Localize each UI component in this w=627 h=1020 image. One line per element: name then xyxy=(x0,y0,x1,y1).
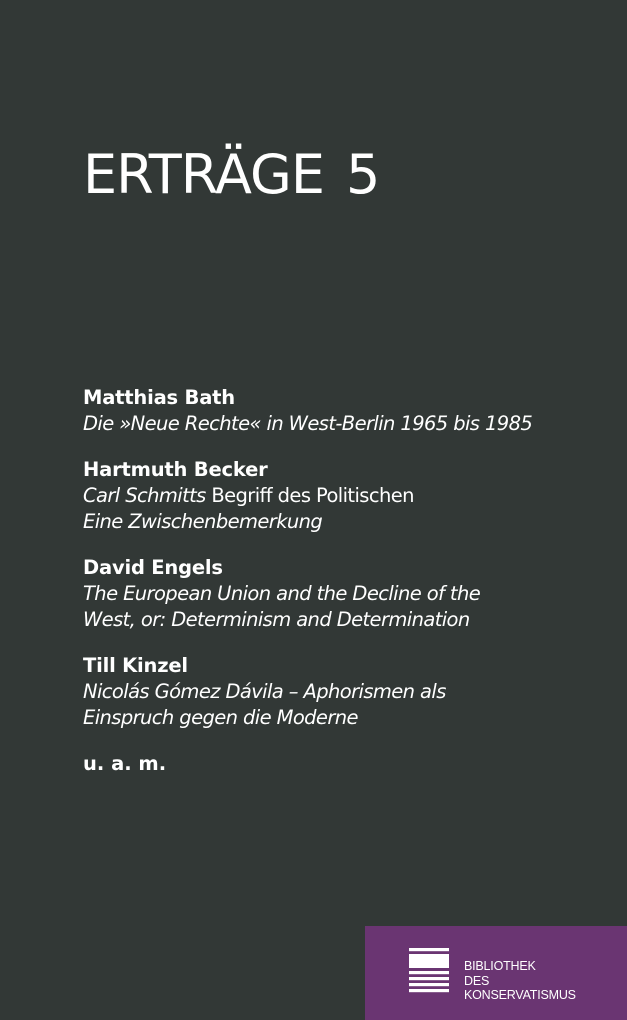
essay-title-line xyxy=(83,483,603,509)
essay-title-segment: Carl Schmitts xyxy=(83,484,206,507)
essay-title-line xyxy=(83,581,603,607)
publisher-logo xyxy=(365,926,627,1020)
contents-entry xyxy=(83,653,603,731)
essay-title-segment: Nicolás Gómez Dávila – Aphorismen als xyxy=(83,680,446,703)
essay-title-segment: Die »Neue Rechte« in West-Berlin 1965 bis 1985 xyxy=(83,412,533,435)
essay-title-segment: Eine Zwischenbemerkung xyxy=(83,510,323,533)
essay-title-line xyxy=(83,411,603,437)
series-title xyxy=(83,140,379,210)
publisher-name xyxy=(464,959,576,1003)
essay-title-segment: Einspruch gegen die Moderne xyxy=(83,706,358,729)
and-more-note: u. a. m. xyxy=(83,752,167,775)
series-title-word: ERTRÄGE xyxy=(83,143,324,206)
essay-title-line xyxy=(83,509,603,535)
essay-title-line xyxy=(83,705,603,731)
essay-title-segment: Begriff des Politischen xyxy=(205,484,414,507)
essay-title-line xyxy=(83,679,603,705)
author-name: David Engels xyxy=(83,556,223,579)
stacked-books-icon xyxy=(409,948,449,996)
contents-entry xyxy=(83,555,603,633)
volume-number: 5 xyxy=(345,143,380,206)
publisher-name-line-3: KONSERVATISMUS xyxy=(464,988,576,1002)
essay-title-segment: West, or: Determinism and Determination xyxy=(83,608,470,631)
publisher-name-line-2: DES xyxy=(464,973,490,988)
author-name: Hartmuth Becker xyxy=(83,458,268,481)
publisher-name-line-1: BIBLIOTHEK xyxy=(464,959,536,973)
table-of-contents xyxy=(83,385,603,777)
contents-entry xyxy=(83,457,603,535)
author-name: Till Kinzel xyxy=(83,654,188,677)
author-name: Matthias Bath xyxy=(83,386,235,409)
essay-title-line xyxy=(83,607,603,633)
contents-entry xyxy=(83,385,603,437)
essay-title-segment: The European Union and the Decline of the xyxy=(83,582,481,605)
